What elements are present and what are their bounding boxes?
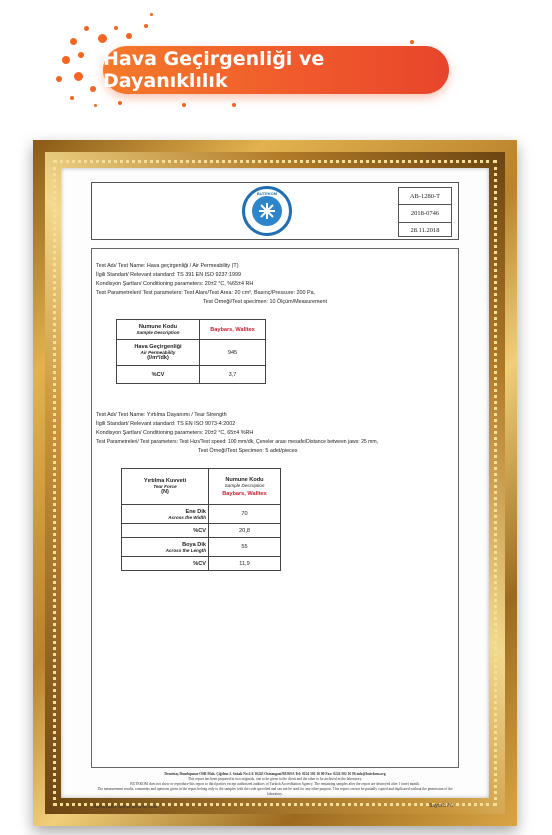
report-date: 28.11.2018 (410, 227, 440, 235)
decor-dot (70, 96, 74, 100)
decor-dot (74, 72, 83, 81)
decor-dot (94, 104, 97, 107)
report-body (91, 248, 459, 768)
air-permeability-label: Hava Geçirgenliği Air Permeability (l/m²/dk) (117, 340, 200, 366)
knot-icon (252, 196, 282, 226)
decor-dot (56, 76, 62, 82)
logo-text: BUTEKOM (256, 191, 278, 196)
certificate-frame (33, 140, 517, 826)
tear-length-cv-label: %CV (122, 557, 209, 571)
air-cv-label: %CV (117, 366, 200, 384)
air-params-specimen: Test Örneği/Test specimen: 10 Ölçüm/Measurement (203, 299, 328, 305)
ref-number: AB-1280-T (399, 188, 451, 205)
air-permeability-table (116, 319, 266, 384)
decor-dot (62, 56, 70, 64)
decor-dot (78, 52, 84, 58)
tear-params-specimen: Test Örneği/Test Specimen: 5 adet/pieces (198, 448, 298, 454)
decor-dot (84, 26, 89, 31)
air-conditions: Kondisyon Şartları/ Conditioning parameters: 20±2 °C, %65±4 RH (96, 281, 254, 287)
tear-params: Test Parametreleri/ Test parameters: Test Hızı/Test speed: 100 mm/dk, Çeneler arası mesafe/Distance between jaws: 25 mm, (96, 439, 379, 445)
decor-dot (150, 13, 153, 16)
decor-dot (126, 33, 132, 39)
air-table-header: Numune Kodu Sample Description (117, 320, 200, 340)
air-test-name: Test Adı/ Test Name: Hava geçirgenliği / Air Permeability (T) (96, 263, 239, 269)
decor-dot (114, 26, 118, 30)
report-page (61, 168, 489, 809)
page-number: Sayfa 3 / 6 (429, 803, 453, 809)
tear-standard: İlgili Standart/ Relevant standard: TS EN ISO 9073-4:2002 (96, 421, 236, 427)
decor-dot (98, 34, 107, 43)
tear-length-label: Boya Dik Across the Length (122, 538, 209, 557)
tear-width-label: Ene Dik Across the Width (122, 505, 209, 524)
air-cv-value: 3,7 (200, 366, 266, 384)
report-footer (91, 772, 459, 797)
air-params: Test Parametreleri/ Test parameters: Test Alanı/Test Area: 20 cm², Basınç/Pressure: 200 Pa, (96, 290, 316, 296)
tear-length-cv-value: 11,9 (209, 557, 281, 571)
decor-dot (182, 103, 186, 107)
decor-dot (90, 86, 96, 92)
tear-width-cv-label: %CV (122, 524, 209, 538)
footer-address: Demirtaş Dumlupınar OSB Mah. Çiğdem 2. Sokak No:1/4 16245 Osmangazi/BURSA Tel: 0224 502 16 00 Fax: 0224 502 16 06 info@butekom.org (164, 772, 386, 776)
decor-dot (118, 101, 122, 105)
footer-note-1: This report has been prepared in two originals, one to be given to the client and the other to be archived in the laboratory. (187, 777, 363, 781)
tear-strength-table (121, 468, 281, 571)
tear-width-cv-value: 20,8 (209, 524, 281, 538)
decor-dot (144, 24, 148, 28)
decor-dot (410, 40, 414, 44)
document-code: BM03-LAB-F-38/Rev.00/22.05.2018 (94, 804, 158, 809)
butekom-logo (242, 186, 292, 236)
decor-dot (232, 103, 236, 107)
tear-length-value: 55 (209, 538, 281, 557)
reference-box (398, 187, 452, 237)
footer-note-2: BUTEKOM does not show or reproduce this report to third parties except authorized auditors of Turkish Accreditation Agency. The remaining samples after the report are destroyed after 1 (one) month. (130, 782, 420, 786)
tear-width-value: 70 (209, 505, 281, 524)
air-permeability-value: 945 (200, 340, 266, 366)
report-header (91, 182, 459, 240)
tear-force-header: Yırtılma Kuvveti Tear Force (N) (122, 469, 209, 505)
report-number: 2018-0746 (399, 205, 451, 222)
tear-sample-header: Numune Kodu Sample Description Baybars, Walltex (209, 469, 281, 505)
tear-test-name: Test Adı/ Test Name: Yırtılma Dayanımı / Tear Strength (96, 412, 227, 418)
tear-conditions: Kondisyon Şartları/ Conditioning parameters: 20±2 °C, 65±4 %RH (96, 430, 254, 436)
banner-title: Hava Geçirgenliği ve Dayanıklılık (103, 46, 449, 94)
air-sample-code: Baybars, Walltex (200, 320, 266, 340)
air-standard: İlgili Standart/ Relevant standard: TS 391 EN ISO 9237:1999 (96, 272, 241, 278)
decor-dot (70, 38, 77, 45)
footer-note-3: The measurement results, comments and opinions given in the report belong only to the samples with the code specified and can not be used for any other purpose. This report can not be partially copied and duplicated without the permission of the laboratory. (97, 787, 453, 796)
